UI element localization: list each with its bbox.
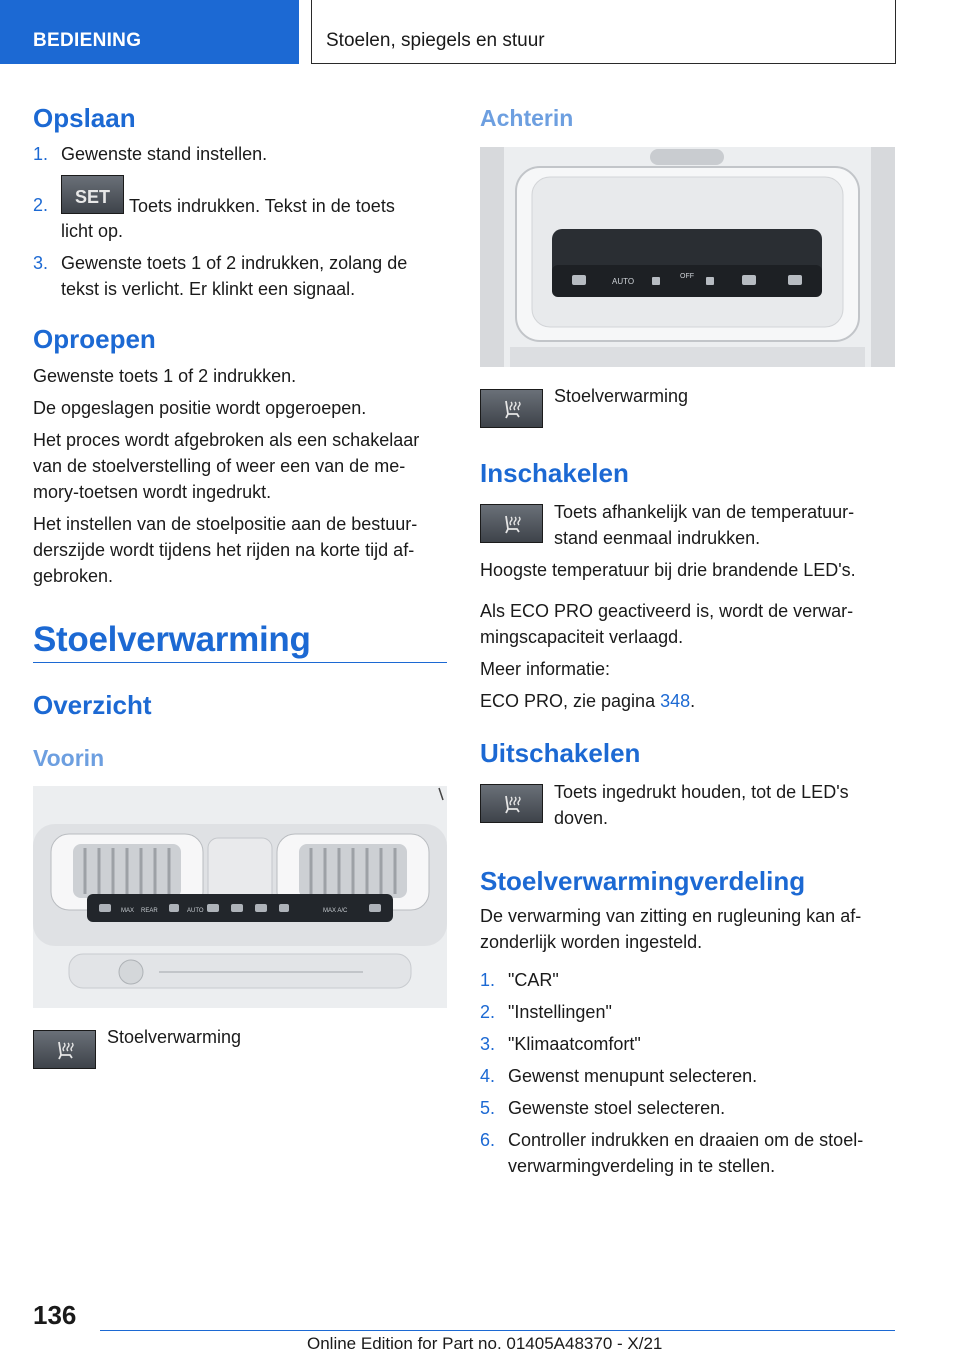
list-item [480, 967, 895, 993]
text-line: doven. [554, 808, 609, 828]
set-chip-label: SET [75, 187, 111, 207]
heading-voorin: Voorin [33, 745, 105, 771]
footer-edition: Online Edition for Part no. 01405A48370 - X/21 [307, 1334, 663, 1353]
heading-inschakelen: Inschakelen [480, 458, 629, 488]
list-item [480, 1127, 895, 1179]
paragraph [480, 903, 895, 955]
front-label-max: MAX [121, 908, 135, 914]
text-line: mingscapaciteit verlaagd. [480, 627, 684, 647]
list-text: licht op. [61, 221, 124, 241]
list-item [480, 1031, 895, 1057]
paragraph [33, 511, 447, 589]
seat-heating-icon-chip [33, 1030, 96, 1069]
paragraph [33, 395, 447, 421]
list-item [33, 175, 447, 245]
list-number: 1. [480, 970, 496, 990]
front-label-max-ac: MAX A/C [323, 908, 348, 914]
seat-heating-icon [500, 793, 524, 817]
rear-panel-illustration [480, 147, 895, 367]
photo-caption: Stoelverwarming [107, 1027, 242, 1047]
header-section-tab [0, 0, 299, 64]
text-line: Het instellen van de stoelpositie aan de bestuur‐ [33, 514, 418, 534]
text-line: van de stoelverstelling of weer een van de me‐ [33, 456, 406, 476]
list-item [480, 1063, 895, 1089]
seat-heating-icon-chip [480, 784, 543, 823]
header-chapter-label: Stoelen, spiegels en stuur [326, 30, 545, 51]
seat-heating-icon-chip [480, 389, 543, 428]
front-label-rear: REAR [141, 908, 158, 914]
front-label-auto: AUTO [187, 908, 204, 914]
paragraph [554, 779, 895, 831]
list-number: 4. [480, 1066, 496, 1086]
paragraph [480, 557, 895, 583]
list-number: 6. [480, 1130, 496, 1150]
photo-rear-climate-panel [480, 147, 895, 367]
list-text: tekst is verlicht. Er klinkt een signaal. [61, 279, 356, 299]
list-text: "Instellingen" [508, 1002, 612, 1022]
list-text: Gewenst menupunt selecteren. [508, 1066, 758, 1086]
footer-divider [100, 1330, 895, 1331]
heading-achterin: Achterin [480, 105, 574, 131]
text-line: Hoogste temperatuur bij drie brandende LED's. [480, 560, 856, 580]
paragraph: Meer informatie: [480, 659, 611, 679]
rear-label-off: OFF [680, 273, 694, 280]
seat-heating-icon [53, 1039, 77, 1063]
header-chapter-box [311, 0, 896, 64]
heading-stoelverwarmingverdeling: Stoelverwarmingverdeling [480, 866, 806, 896]
list-text: Controller indrukken en draaien om de stoel‐ [508, 1130, 864, 1150]
text-line: De opgeslagen positie wordt opgeroepen. [33, 398, 367, 418]
text-line: . [690, 691, 696, 711]
heading-overzicht: Overzicht [33, 690, 152, 720]
list-item [480, 999, 895, 1025]
text-line: derszijde wordt tijdens het rijden na korte tijd af‐ [33, 540, 415, 560]
text-line: Toets ingedrukt houden, tot de LED's [554, 782, 849, 802]
photo-caption: Stoelverwarming [554, 386, 689, 406]
page-number: 136 [33, 1300, 77, 1330]
heading-uitschakelen: Uitschakelen [480, 738, 641, 768]
list-text: Gewenste toets 1 of 2 indrukken, zolang de [61, 253, 408, 273]
text-line: Toets afhankelijk van de temperatuur‐ [554, 502, 855, 522]
text-line: Gewenste toets 1 of 2 indrukken. [33, 366, 297, 386]
list-number: 1. [33, 144, 49, 164]
text-line: ECO PRO, zie pagina [480, 691, 661, 711]
list-number: 3. [33, 253, 49, 273]
paragraph [480, 598, 895, 650]
photo-front-climate-panel [33, 786, 447, 1008]
list-item [480, 1095, 895, 1121]
list-text: Gewenste stoel selecteren. [508, 1098, 726, 1118]
list-item [33, 141, 447, 167]
header-section-label: BEDIENING [33, 30, 142, 51]
list-text: Gewenste stand instellen. [61, 144, 268, 164]
list-text: verwarmingverdeling in te stellen. [508, 1156, 776, 1176]
paragraph [554, 499, 895, 551]
paragraph [33, 363, 447, 389]
list-text: "Klimaatcomfort" [508, 1034, 641, 1054]
text-line: De verwarming van zitting en rugleuning kan af‐ [480, 906, 862, 926]
chapter-title: Stoelverwarming [33, 620, 311, 659]
rear-label-auto: AUTO [612, 277, 635, 286]
seat-heating-icon [500, 398, 524, 422]
text-line: gebroken. [33, 566, 114, 586]
seat-heating-icon-chip [480, 504, 543, 543]
paragraph [480, 688, 695, 714]
list-number: 5. [480, 1098, 496, 1118]
list-number: 3. [480, 1034, 496, 1054]
list-number: 2. [480, 1002, 496, 1022]
text-line: mory-toetsen wordt ingedrukt. [33, 482, 272, 502]
list-text: "CAR" [508, 970, 559, 990]
heading-opslaan: Opslaan [33, 103, 136, 133]
paragraph [33, 427, 447, 505]
seat-heating-icon [500, 513, 524, 537]
set-button-chip [61, 175, 124, 214]
page-reference-link[interactable]: 348 [660, 691, 691, 711]
front-panel-illustration [33, 786, 447, 1008]
chapter-divider [33, 662, 447, 663]
text-line: Als ECO PRO geactiveerd is, wordt de verwar‐ [480, 601, 854, 621]
text-line: zonderlijk worden ingesteld. [480, 932, 703, 952]
list-number: 2. [33, 195, 49, 215]
heading-oproepen: Oproepen [33, 324, 156, 354]
text-line: Het proces wordt afgebroken als een schakelaar [33, 430, 420, 450]
list-text: Toets indrukken. Tekst in de toets [129, 196, 395, 216]
text-line: stand eenmaal indrukken. [554, 528, 761, 548]
list-item [33, 250, 447, 302]
